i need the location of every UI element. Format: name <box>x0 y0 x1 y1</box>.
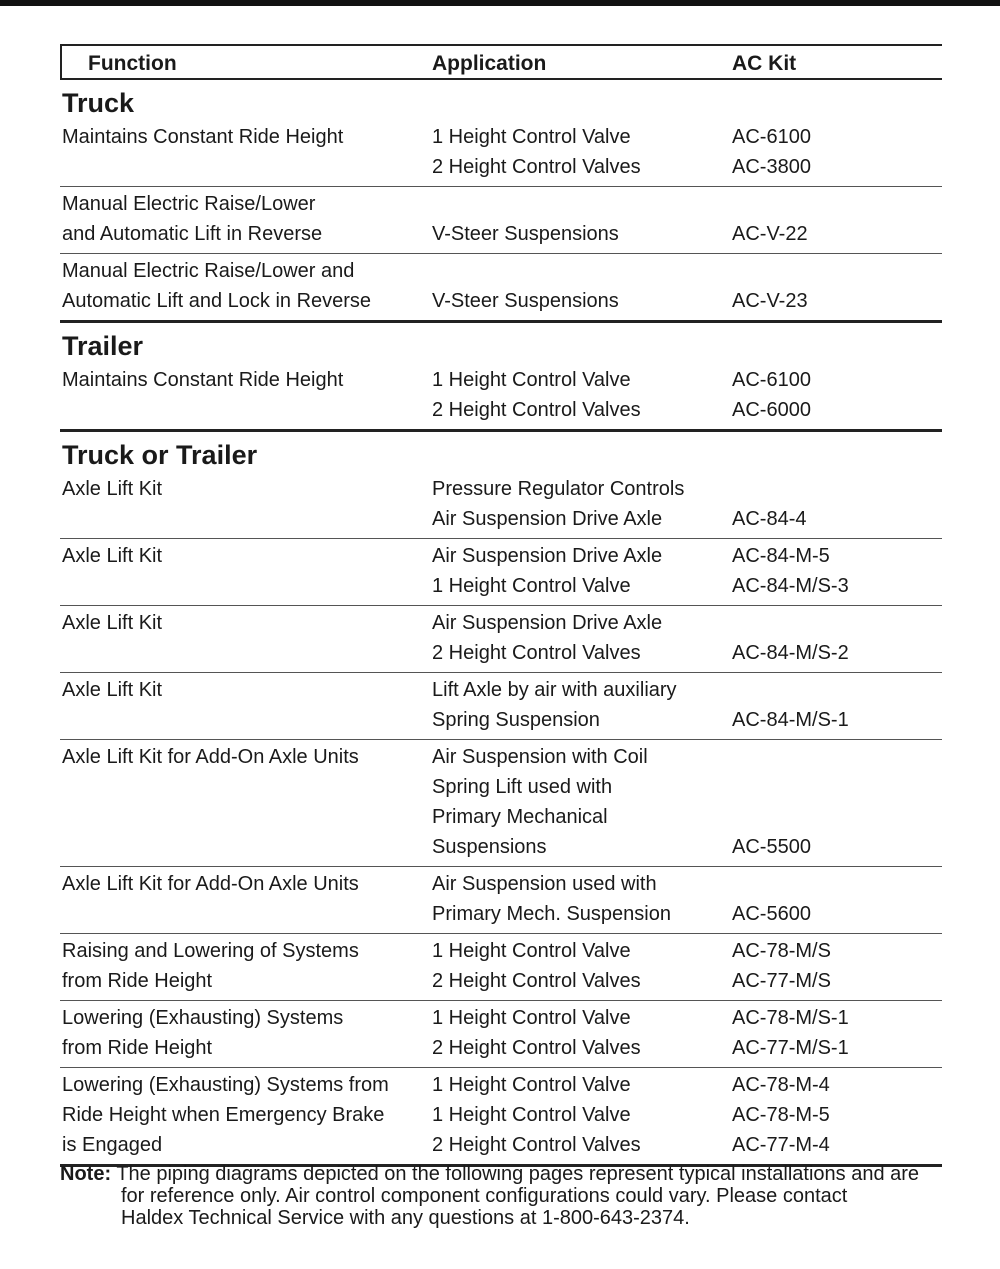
application-cell <box>432 189 732 249</box>
application-cell-line: 1 Height Control Valve <box>432 1007 631 1029</box>
table-row <box>60 673 942 740</box>
ac-kit-cell-line: AC-6000 <box>732 399 811 421</box>
ac-kit-cell-line: AC-84-M/S-3 <box>732 575 849 597</box>
note-line-3: Haldex Technical Service with any questions at 1-800-643-2374. <box>121 1207 690 1229</box>
ac-kit-cell-line: AC-6100 <box>732 369 811 391</box>
application-cell-line: 1 Height Control Valve <box>432 1104 631 1126</box>
application-cell-line: Pressure Regulator Controls <box>432 478 685 500</box>
ac-kit-cell-line <box>732 608 942 638</box>
table-body <box>60 80 942 1167</box>
footnote <box>60 1163 950 1229</box>
ac-kit-cell-line: AC-5500 <box>732 836 811 858</box>
application-cell-line: Air Suspension Drive Axle <box>432 545 663 567</box>
table-row <box>60 934 942 1001</box>
function-cell-line: from Ride Height <box>62 1037 213 1059</box>
application-cell-line: 2 Height Control Valves <box>432 1037 641 1059</box>
ac-kit-cell <box>732 189 942 249</box>
ac-kit-cell-line: AC-3800 <box>732 156 811 178</box>
ac-kit-cell-line: AC-84-M/S-2 <box>732 642 849 664</box>
ac-kit-cell-line: AC-78-M/S <box>732 940 831 962</box>
application-cell-line: 2 Height Control Valves <box>432 642 641 664</box>
application-cell-line: Air Suspension Drive Axle <box>432 508 663 530</box>
application-cell-line: Primary Mechanical <box>432 806 608 828</box>
ac-kit-cell <box>732 936 942 996</box>
function-cell <box>60 365 432 425</box>
application-cell-line: 2 Height Control Valves <box>432 399 641 421</box>
ac-kit-cell-line <box>732 256 942 286</box>
section-trailer <box>60 323 942 432</box>
section-title: Truck or Trailer <box>62 440 258 470</box>
table-row <box>60 120 942 187</box>
application-cell <box>432 936 732 996</box>
ac-kit-cell <box>732 256 942 316</box>
function-cell-line: Raising and Lowering of Systems <box>62 940 359 962</box>
ac-kit-cell-line: AC-84-4 <box>732 508 807 530</box>
function-cell <box>60 675 432 735</box>
application-cell-line: Lift Axle by air with auxiliary <box>432 679 677 701</box>
function-cell-line: Axle Lift Kit <box>62 612 163 634</box>
function-cell-line: Lowering (Exhausting) Systems <box>62 1007 344 1029</box>
table-row <box>60 472 942 539</box>
function-cell <box>60 742 432 862</box>
function-cell-line: Manual Electric Raise/Lower <box>62 193 316 215</box>
ac-kit-cell-line: AC-78-M/S-1 <box>732 1007 849 1029</box>
ac-kit-cell <box>732 365 942 425</box>
ac-kit-cell-line <box>732 802 942 832</box>
note-line-1: The piping diagrams depicted on the following pages represent typical installations and are <box>116 1163 920 1185</box>
ac-kit-cell-line: AC-77-M/S-1 <box>732 1037 849 1059</box>
function-cell-line: Maintains Constant Ride Height <box>62 369 344 391</box>
function-cell <box>60 122 432 182</box>
table-row <box>60 606 942 673</box>
function-cell-line <box>62 638 432 668</box>
ac-kit-cell <box>732 742 942 862</box>
function-cell <box>60 869 432 929</box>
function-cell-line <box>62 152 432 182</box>
ac-kit-cell-line: AC-78-M-4 <box>732 1074 830 1096</box>
ac-kit-cell-line: AC-V-22 <box>732 223 808 245</box>
header-function: Function <box>88 52 177 75</box>
ac-kit-cell-line <box>732 742 942 772</box>
table-row <box>60 867 942 934</box>
function-cell-line <box>62 504 432 534</box>
application-cell <box>432 869 732 929</box>
function-cell-line: Axle Lift Kit <box>62 478 163 500</box>
table-row <box>60 187 942 254</box>
function-cell-line: from Ride Height <box>62 970 213 992</box>
top-border <box>0 0 1000 6</box>
ac-kit-cell-line <box>732 474 942 504</box>
function-cell <box>60 1070 432 1160</box>
table-row <box>60 539 942 606</box>
application-cell <box>432 675 732 735</box>
application-cell-line <box>432 256 732 286</box>
function-cell-line: Axle Lift Kit for Add-On Axle Units <box>62 873 359 895</box>
ac-kit-table <box>60 44 942 1167</box>
ac-kit-cell-line <box>732 869 942 899</box>
function-cell-line <box>62 705 432 735</box>
ac-kit-cell-line <box>732 675 942 705</box>
application-cell-line: 1 Height Control Valve <box>432 575 631 597</box>
application-cell <box>432 122 732 182</box>
application-cell <box>432 365 732 425</box>
function-cell <box>60 189 432 249</box>
ac-kit-cell-line <box>732 189 942 219</box>
ac-kit-cell-line: AC-78-M-5 <box>732 1104 830 1126</box>
ac-kit-cell <box>732 1070 942 1160</box>
application-cell <box>432 742 732 862</box>
ac-kit-cell-line: AC-77-M/S <box>732 970 831 992</box>
application-cell <box>432 1003 732 1063</box>
application-cell-line: 2 Height Control Valves <box>432 156 641 178</box>
function-cell-line <box>62 802 432 832</box>
function-cell-line: Axle Lift Kit <box>62 679 163 701</box>
function-cell-line: Manual Electric Raise/Lower and <box>62 260 355 282</box>
function-cell <box>60 1003 432 1063</box>
function-cell-line <box>62 899 432 929</box>
application-cell-line: 1 Height Control Valve <box>432 126 631 148</box>
function-cell <box>60 256 432 316</box>
application-cell <box>432 474 732 534</box>
application-cell-line: Spring Suspension <box>432 709 600 731</box>
application-cell-line <box>432 189 732 219</box>
ac-kit-cell-line: AC-84-M/S-1 <box>732 709 849 731</box>
function-cell-line: Lowering (Exhausting) Systems from <box>62 1074 389 1096</box>
section-truck-or-trailer <box>60 432 942 1167</box>
section-truck <box>60 80 942 323</box>
ac-kit-cell-line <box>732 772 942 802</box>
function-cell-line <box>62 772 432 802</box>
ac-kit-cell-line: AC-V-23 <box>732 290 808 312</box>
ac-kit-cell <box>732 122 942 182</box>
application-cell-line: V-Steer Suspensions <box>432 223 619 245</box>
section-title: Trailer <box>62 331 144 361</box>
ac-kit-cell-line: AC-84-M-5 <box>732 545 830 567</box>
ac-kit-cell <box>732 541 942 601</box>
ac-kit-cell <box>732 1003 942 1063</box>
ac-kit-cell-line: AC-6100 <box>732 126 811 148</box>
function-cell-line: is Engaged <box>62 1134 163 1156</box>
function-cell-line: and Automatic Lift in Reverse <box>62 223 323 245</box>
ac-kit-cell-line: AC-5600 <box>732 903 811 925</box>
application-cell <box>432 608 732 668</box>
function-cell-line: Axle Lift Kit for Add-On Axle Units <box>62 746 359 768</box>
function-cell <box>60 474 432 534</box>
table-row <box>60 1001 942 1068</box>
function-cell <box>60 541 432 601</box>
table-row <box>60 254 942 323</box>
application-cell <box>432 256 732 316</box>
application-cell-line: Air Suspension used with <box>432 873 657 895</box>
function-cell-line: Automatic Lift and Lock in Reverse <box>62 290 372 312</box>
ac-kit-cell <box>732 675 942 735</box>
ac-kit-cell <box>732 608 942 668</box>
application-cell-line: Suspensions <box>432 836 547 858</box>
application-cell-line: Air Suspension with Coil <box>432 746 648 768</box>
application-cell-line: 1 Height Control Valve <box>432 369 631 391</box>
header-ac-kit: AC Kit <box>732 52 797 75</box>
ac-kit-cell <box>732 474 942 534</box>
application-cell-line: V-Steer Suspensions <box>432 290 619 312</box>
application-cell <box>432 1070 732 1160</box>
function-cell <box>60 936 432 996</box>
function-cell-line <box>62 395 432 425</box>
application-cell-line: 1 Height Control Valve <box>432 1074 631 1096</box>
function-cell-line: Ride Height when Emergency Brake <box>62 1104 385 1126</box>
section-title: Truck <box>62 88 135 118</box>
table-header <box>60 44 942 80</box>
function-cell-line <box>62 832 432 862</box>
application-cell-line: 2 Height Control Valves <box>432 1134 641 1156</box>
table-row <box>60 363 942 432</box>
table-row <box>60 1068 942 1167</box>
note-line-2: for reference only. Air control component configurations could vary. Please contact <box>121 1185 848 1207</box>
ac-kit-cell <box>732 869 942 929</box>
application-cell-line: 1 Height Control Valve <box>432 940 631 962</box>
application-cell-line: 2 Height Control Valves <box>432 970 641 992</box>
header-application: Application <box>432 52 547 75</box>
function-cell-line: Maintains Constant Ride Height <box>62 126 344 148</box>
ac-kit-cell-line: AC-77-M-4 <box>732 1134 830 1156</box>
application-cell-line: Spring Lift used with <box>432 776 613 798</box>
application-cell-line: Primary Mech. Suspension <box>432 903 671 925</box>
application-cell <box>432 541 732 601</box>
note-label: Note: <box>60 1163 112 1185</box>
function-cell-line: Axle Lift Kit <box>62 545 163 567</box>
function-cell <box>60 608 432 668</box>
table-row <box>60 740 942 867</box>
function-cell-line <box>62 571 432 601</box>
application-cell-line: Air Suspension Drive Axle <box>432 612 663 634</box>
